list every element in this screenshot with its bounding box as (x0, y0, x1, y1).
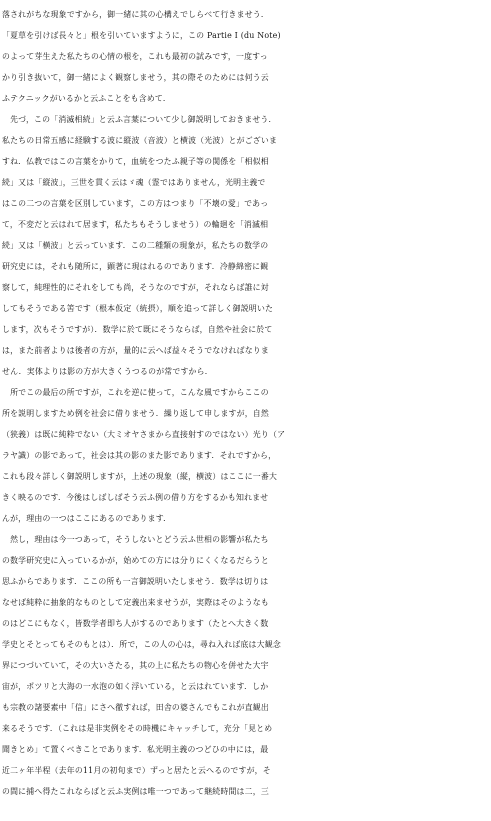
text-line: 私たちの日常五感に経験する波に縦波（音波）と横波（光波）とがございま (2, 136, 278, 145)
text-line: 界につづいていて，その大いさたる，其の上に私たちの物心を併せた大宇 (2, 661, 269, 670)
text-line: 思ふからであります．ここの所も一言御説明いたしませう．数学は切りは (2, 577, 269, 586)
document-page (2, 2, 489, 819)
text-line: のよって芽生えた私たちの心情の根を，これも最初の試みです，一度すっ (2, 52, 268, 61)
text-line: 宙が，ポツリと大海の一水泡の如く浮いている，と云はれています．しか (2, 682, 269, 691)
text-line: してもそうである筈です（根本仮定（統摂），順を追って詳しく御説明いた (2, 304, 274, 313)
text-line: 「夏草を引けば長々と」根を引いていますように，この Partie I (du Note) (2, 31, 281, 40)
text-line: 続」又は「縦波」，三世を貫く云はゞ魂（霊ではありません，光明主義で (2, 178, 266, 187)
text-line: 聞きとめ」て置くべきことであります．私光明主義のつどひの中には，最 (2, 745, 269, 754)
text-line: 学史とそとってもそのもとは）．所で，この人の心は，尋ね入れば底は大観念 (2, 640, 281, 649)
text-line: なせば純粋に抽象的なものとして定義出来ませうが，実際はそのようなも (2, 598, 269, 607)
text-line: ラヤ識）の影であって，社会は其の影のまた影であります．それですから， (2, 451, 277, 460)
text-line: 察して，純理性的にそれをしても尚，そうなのですが，それならば誰に対 (2, 283, 269, 292)
text-line: （狭義）は既に純粋でない（大ミオヤさまから直接射すのではない）光り（ア (2, 430, 286, 439)
text-line: 所でこの最后の所ですが，これを逆に使って，こんな風ですからここの (2, 388, 269, 397)
text-line: のはどこにもなく，皆数学者即ち人がするのであります（たとへ大きく数 (2, 619, 269, 628)
text-line: 続」又は「横波」と云っています．この二種類の現象が，私たちの数学の (2, 241, 269, 250)
text-line: 研究史には，それも随所に，顕著に現はれるのであります．冷静綿密に観 (2, 262, 269, 271)
text-line: も宗教の諸要素中「信」にさへ徹すれば，田舎の婆さんでもこれが直観出 (2, 703, 269, 712)
text-line: 所を説明しますため例を社会に借りませう．繰り返して申しますが，自然 (2, 409, 269, 418)
text-line: て，不変だと云はれて居ます，私たちもそうしませう）の輪廻を「消滅相 (2, 220, 269, 229)
text-line: はこの二つの言葉を区別しています，この方はつまり「不壊の愛」であっ (2, 199, 269, 208)
text-line: 落されがちな現象ですから，御一緒に其の心構えでしらべて行きませう． (2, 10, 269, 19)
text-line: の数学研究史に入っているかが，始めての方には分りにくくなるだらうと (2, 556, 269, 565)
text-line: 先づ，この「消滅相続」と云ふ言葉について少し御説明しておきませう． (2, 115, 277, 124)
text-line: 来るそうです．（これは是非実例をその時機にキャッチして，充分「見とめ (2, 724, 273, 733)
text-line: んが，理由の一つはここにあるのであります． (2, 514, 172, 523)
text-line: は，また前者よりは後者の方が，量的に云へば益々そうでなければなりま (2, 346, 269, 355)
text-line: します，次もそうですが）．数学に於て既にそうならば，自然や社会に於て (2, 325, 273, 334)
text-line: 近二ヶ年半程（去年の11月の初旬まで）ずっと居たと云へるのですが，そ (2, 766, 271, 775)
text-line: これも段々詳しく御説明しますが，上述の現象（縦，横波）はここに一番大 (2, 472, 278, 481)
text-line: かり引き抜いて，御一緒によく観察しませう，其の際そのためには何う云 (2, 73, 269, 82)
text-line: ふテクニックがいるかと云ふことをも含めて． (2, 94, 171, 103)
text-line: きく映るのです．今後はしばしばそう云ふ例の借り方をするかも知れませ (2, 493, 269, 502)
text-line: 然し，理由は今一つあって，そうしないとどう云ふ世相の影響が私たち (2, 535, 269, 544)
text-line: の間に捕へ得たこれならばと云ふ実例は唯一つであって継続時間は二，三 (2, 787, 269, 796)
text-line: すね．仏教ではこの言葉をかりて，血統をつたふ親子等の関係を「相似相 (2, 157, 269, 166)
text-line: せん．実体よりは影の方が大きくうつるのが常ですから． (2, 367, 213, 376)
